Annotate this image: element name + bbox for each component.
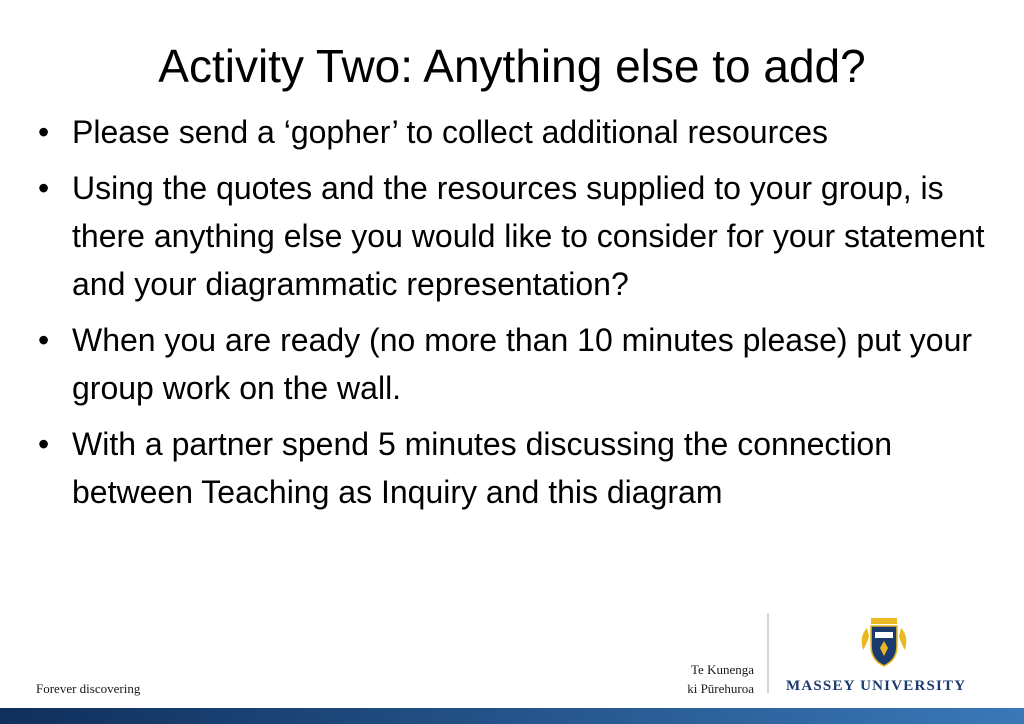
bullet-text: When you are ready (no more than 10 minutes please) put your group work on the wall.: [72, 322, 973, 406]
bullet-marker: •: [38, 170, 50, 206]
bullet-marker: •: [38, 114, 50, 150]
university-crest-icon: [857, 616, 911, 670]
bullet-marker: •: [38, 426, 50, 462]
maori-name-line-1: Te Kunenga: [691, 662, 754, 677]
footer-tagline: Forever discovering: [36, 681, 141, 696]
bullet-item: [38, 108, 998, 156]
bullet-list: [38, 108, 998, 524]
bullet-text: Using the quotes and the resources supplied to your group, is there anything else you would like to consider for your statement and your diagrammatic representation?: [72, 170, 985, 302]
crest-book: [875, 632, 893, 638]
bullet-item: [38, 164, 998, 308]
slide-title: Activity Two: Anything else to add?: [158, 40, 866, 92]
bullet-marker: •: [38, 322, 50, 358]
bullet-text: With a partner spend 5 minutes discussing the connection between Teaching as Inquiry and this diagram: [72, 426, 893, 510]
footer-divider: [767, 613, 769, 693]
maori-name: [674, 660, 754, 698]
maori-name-line-2: ki Pūrehuroa: [687, 681, 754, 696]
bullet-item: [38, 420, 998, 516]
university-name: MASSEY UNIVERSITY: [786, 678, 967, 694]
crest-mantle-right: [899, 628, 906, 650]
bullet-text: Please send a ‘gopher’ to collect additional resources: [72, 114, 829, 150]
crest-helm: [871, 618, 897, 624]
crest-mantle-left: [862, 628, 869, 650]
bullet-item: [38, 316, 998, 412]
footer-bar: [0, 708, 1024, 724]
